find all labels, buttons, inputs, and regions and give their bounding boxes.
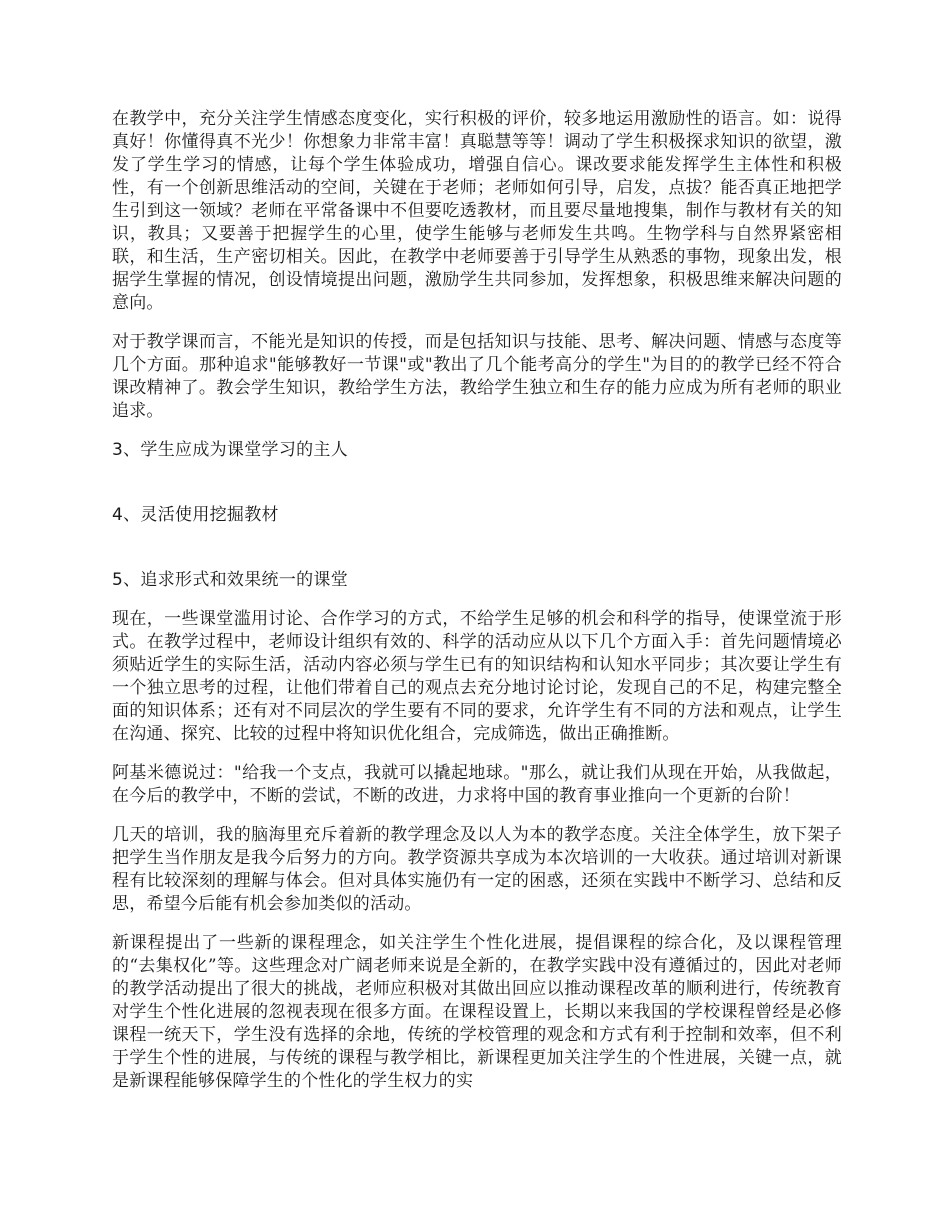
paragraph-6: 新课程提出了一些新的课程理念，如关注学生个性化进展，提倡课程的综合化，及以课程管理的“去集权化”等。这些理念对广阔老师来说是全新的，在教学实践中没有遵循过的，因此对老师的教学活动提出了很大的挑战，老师应积极对其做出回应以推动课程改革的顺利进行，传统教育对学生个性化进展的忽视表现在很多方面。在课程设置上，长期以来我国的学校课程曾经是必修课程一统天下，学生没有选择的余地，传统的学校管理的观念和方式有利于控制和效率，但不利于学生个性的进展，与传统的课程与教学相比，新课程更加关注学生的个性进展，关键一点，就是新课程能够保障学生的个性化的学生权力的实	[112, 933, 842, 1091]
paragraph-3: 现在，一些课堂滥用讨论、合作学习的方式，不给学生足够的机会和科学的指导，使课堂流于形式。在教学过程中，老师设计组织有效的、科学的活动应从以下几个方面入手：首先问题情境必须贴近学生的实际生活，活动内容必须与学生已有的知识结构和认知水平同步；其次要让学生有一个独立思考的过程，让他们带着自己的观点去充分地讨论讨论，发现自己的不足，构建完整全面的知识体系；还有对不同层次的学生要有不同的要求，允许学生有不同的方法和观点，让学生在沟通、探究、比较的过程中将知识优化组合，完成筛选，做出正确推断。	[112, 609, 842, 744]
paragraph-4: 阿基米德说过："给我一个支点，我就可以撬起地球。"那么，就让我们从现在开始，从我做起，在今后的教学中，不断的尝试，不断的改进，力求将中国的教育事业推向一个更新的台阶！	[112, 763, 842, 806]
paragraph-2: 对于教学课而言，不能光是知识的传授，而是包括知识与技能、思考、解决问题、情感与态度等几个方面。那种追求"能够教好一节课"或"教出了几个能考高分的学生"为目的的教学已经不符合课改精神了。教会学生知识，教给学生方法，教给学生独立和生存的能力应成为所有老师的职业追求。	[112, 332, 842, 421]
paragraph-5: 几天的培训，我的脑海里充斥着新的教学理念及以人为本的教学态度。关注全体学生，放下架子把学生当作朋友是我今后努力的方向。教学资源共享成为本次培训的一大收获。通过培训对新课程有比较深刻的理解与体会。但对具体实施仍有一定的困惑，还须在实践中不断学习、总结和反思，希望今后能有机会参加类似的活动。	[112, 825, 842, 914]
section-heading-4: 4、灵活使用挖掘教材	[112, 505, 279, 525]
section-heading-5: 5、追求形式和效果统一的课堂	[112, 570, 349, 590]
document-page	[112, 108, 842, 1109]
section-heading-3: 3、学生应成为课堂学习的主人	[112, 440, 349, 460]
paragraph-1: 在教学中，充分关注学生情感态度变化，实行积极的评价，较多地运用激励性的语言。如：说得真好！你懂得真不光少！你想象力非常丰富！真聪慧等等！调动了学生积极探求知识的欲望，激发了学生学习的情感，让每个学生体验成功，增强自信心。课改要求能发挥学生主体性和积极性，有一个创新思维活动的空间，关键在于老师；老师如何引导，启发，点拔？能否真正地把学生引到这一领域？老师在平常备课中不但要吃透教材，而且要尽量地搜集，制作与教材有关的知识，教具；又要善于把握学生的心里，使学生能够与老师发生共鸣。生物学科与自然界紧密相联，和生活，生产密切相关。因此，在教学中老师要善于引导学生从熟悉的事物，现象出发，根据学生掌握的情况，创设情境提出问题，激励学生共同参加，发挥想象，积极思维来解决问题的意向。	[112, 109, 842, 313]
